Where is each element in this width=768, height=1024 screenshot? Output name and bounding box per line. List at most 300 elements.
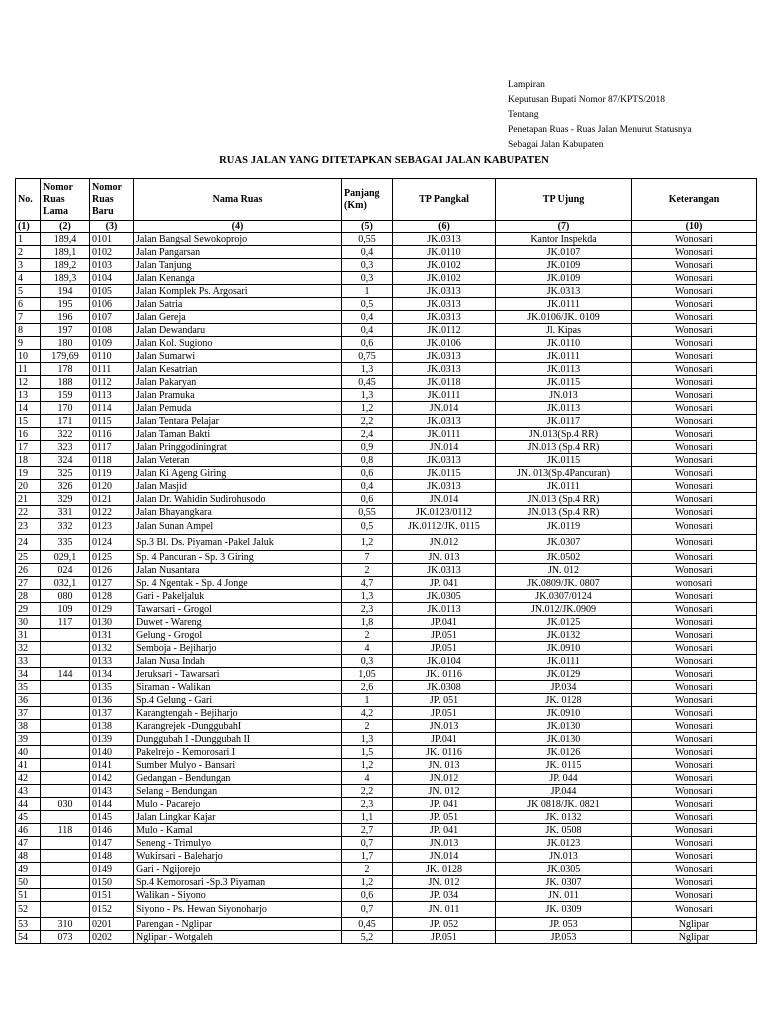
cell-nomor-lama: 179,69 (41, 350, 90, 363)
cell-keterangan: Wonosari (632, 616, 757, 629)
cell-keterangan: Wonosari (632, 837, 757, 850)
header-no: No. (16, 179, 41, 221)
cell-panjang: 0,7 (342, 902, 393, 918)
cell-nomor-lama (41, 707, 90, 720)
cell-nomor-baru: 0108 (90, 324, 134, 337)
cell-keterangan: Nglipar (632, 918, 757, 931)
cell-nomor-baru: 0136 (90, 694, 134, 707)
cell-keterangan: Wonosari (632, 824, 757, 837)
cell-tp-ujung: JN.013(Sp.4 RR) (496, 428, 632, 441)
cell-no: 7 (16, 311, 41, 324)
cell-nama-ruas: Sp.3 Bl. Ds. Piyaman -Pakel Jaluk (134, 535, 342, 551)
cell-no: 30 (16, 616, 41, 629)
cell-panjang: 0,45 (342, 376, 393, 389)
cell-tp-pangkal: JP. 051 (393, 811, 496, 824)
table-row (16, 324, 757, 337)
table-row (16, 889, 757, 902)
cell-keterangan: Wonosari (632, 246, 757, 259)
cell-nomor-baru: 0152 (90, 902, 134, 918)
cell-tp-pangkal: JK.0102 (393, 272, 496, 285)
lampiran-line-4: Penetapan Ruas - Ruas Jalan Menurut Statusnya (508, 125, 692, 135)
cell-nama-ruas: Jalan Komplek Ps. Argosari (134, 285, 342, 298)
cell-nomor-baru: 0131 (90, 629, 134, 642)
cell-nomor-lama (41, 811, 90, 824)
cell-nomor-baru: 0104 (90, 272, 134, 285)
cell-nomor-baru: 0116 (90, 428, 134, 441)
cell-nomor-lama (41, 863, 90, 876)
cell-nomor-baru: 0139 (90, 733, 134, 746)
cell-tp-pangkal: JK.0111 (393, 428, 496, 441)
cell-nomor-baru: 0113 (90, 389, 134, 402)
cell-nomor-baru: 0147 (90, 837, 134, 850)
cell-tp-pangkal: JN. 012 (393, 876, 496, 889)
cell-tp-pangkal: JK.0313 (393, 363, 496, 376)
cell-panjang: 4 (342, 772, 393, 785)
cell-keterangan: Wonosari (632, 506, 757, 519)
cell-tp-pangkal: JK.0308 (393, 681, 496, 694)
cell-panjang: 0,8 (342, 454, 393, 467)
cell-nama-ruas: Selang - Bendungan (134, 785, 342, 798)
cell-panjang: 2,4 (342, 428, 393, 441)
cell-nomor-baru: 0101 (90, 233, 134, 246)
table-row (16, 590, 757, 603)
cell-tp-pangkal: JK.0313 (393, 415, 496, 428)
cell-tp-pangkal: JP.051 (393, 707, 496, 720)
cell-nama-ruas: Semboja - Bejiharjo (134, 642, 342, 655)
cell-nomor-baru: 0149 (90, 863, 134, 876)
cell-keterangan: Wonosari (632, 863, 757, 876)
cell-tp-ujung: JP.053 (496, 931, 632, 944)
cell-no: 27 (16, 577, 41, 590)
cell-nama-ruas: Jalan Sumarwi (134, 350, 342, 363)
cell-tp-ujung: JK.0125 (496, 616, 632, 629)
cell-nomor-lama (41, 772, 90, 785)
cell-nomor-baru: 0126 (90, 564, 134, 577)
cell-no: 10 (16, 350, 41, 363)
cell-nama-ruas: Jalan Kenanga (134, 272, 342, 285)
cell-nama-ruas: Jalan Sunan Ampel (134, 519, 342, 535)
table-row (16, 535, 757, 551)
cell-nomor-baru: 0127 (90, 577, 134, 590)
cell-nama-ruas: Jalan Pangarsan (134, 246, 342, 259)
cell-no: 37 (16, 707, 41, 720)
cell-nomor-baru: 0151 (90, 889, 134, 902)
cell-no: 45 (16, 811, 41, 824)
table-row (16, 363, 757, 376)
cell-tp-pangkal: JN. 013 (393, 551, 496, 564)
table-row (16, 772, 757, 785)
cell-nomor-lama: 189,2 (41, 259, 90, 272)
cell-keterangan: Wonosari (632, 876, 757, 889)
cell-no: 35 (16, 681, 41, 694)
cell-tp-pangkal: JK. 0116 (393, 746, 496, 759)
cell-panjang: 1,2 (342, 402, 393, 415)
cell-keterangan: Wonosari (632, 733, 757, 746)
cell-tp-pangkal: JP. 041 (393, 798, 496, 811)
cell-panjang: 0,45 (342, 918, 393, 931)
cell-nama-ruas: Mulo - Pacarejo (134, 798, 342, 811)
header-row (16, 179, 757, 221)
table-row (16, 415, 757, 428)
cell-tp-ujung: JK.0115 (496, 454, 632, 467)
cell-no: 50 (16, 876, 41, 889)
table-row (16, 389, 757, 402)
cell-keterangan: Wonosari (632, 428, 757, 441)
cell-panjang: 1,2 (342, 876, 393, 889)
table-row (16, 298, 757, 311)
cell-nama-ruas: Jalan Bangsal Sewokoprojo (134, 233, 342, 246)
cell-nomor-baru: 0135 (90, 681, 134, 694)
cell-no: 28 (16, 590, 41, 603)
cell-keterangan: Wonosari (632, 551, 757, 564)
cell-tp-ujung: JK.0111 (496, 655, 632, 668)
cell-no: 36 (16, 694, 41, 707)
cell-nomor-lama: 322 (41, 428, 90, 441)
cell-tp-ujung: JK.0313 (496, 285, 632, 298)
cell-tp-pangkal: JN.014 (393, 850, 496, 863)
cell-no: 54 (16, 931, 41, 944)
cell-nomor-lama (41, 655, 90, 668)
cell-tp-pangkal: JN.012 (393, 772, 496, 785)
cell-keterangan: Wonosari (632, 376, 757, 389)
cell-keterangan: Wonosari (632, 707, 757, 720)
cell-no: 15 (16, 415, 41, 428)
cell-keterangan: Wonosari (632, 642, 757, 655)
cell-tp-ujung: JK 0818/JK. 0821 (496, 798, 632, 811)
cell-no: 21 (16, 493, 41, 506)
cell-keterangan: Wonosari (632, 694, 757, 707)
cell-tp-pangkal: JP. 051 (393, 694, 496, 707)
cell-keterangan: Wonosari (632, 337, 757, 350)
cell-nama-ruas: Dunggubah I -Dunggubah II (134, 733, 342, 746)
cell-nama-ruas: Jalan Dr. Wahidin Sudirohusodo (134, 493, 342, 506)
cell-nomor-lama: 080 (41, 590, 90, 603)
cell-no: 33 (16, 655, 41, 668)
header-lama-line-1: Nomor (43, 181, 73, 193)
cell-nomor-baru: 0137 (90, 707, 134, 720)
ruas-jalan-table (15, 178, 757, 944)
cell-no: 31 (16, 629, 41, 642)
cell-tp-ujung: JP.034 (496, 681, 632, 694)
table-row (16, 480, 757, 493)
cell-nama-ruas: Jalan Pakaryan (134, 376, 342, 389)
cell-tp-pangkal: JN.014 (393, 402, 496, 415)
cell-nomor-lama (41, 746, 90, 759)
table-row (16, 655, 757, 668)
cell-nama-ruas: Duwet - Wareng (134, 616, 342, 629)
table-row (16, 668, 757, 681)
cell-nomor-lama: 144 (41, 668, 90, 681)
cell-no: 6 (16, 298, 41, 311)
cell-nomor-baru: 0119 (90, 467, 134, 480)
cell-tp-pangkal: JK.0112 (393, 324, 496, 337)
table-row (16, 577, 757, 590)
cell-panjang: 2,6 (342, 681, 393, 694)
cell-tp-ujung: JK.0111 (496, 298, 632, 311)
cell-tp-ujung: JK.0107 (496, 246, 632, 259)
cell-panjang: 0,9 (342, 441, 393, 454)
cell-panjang: 0,4 (342, 246, 393, 259)
cell-tp-pangkal: JP. 034 (393, 889, 496, 902)
cell-nama-ruas: Jalan Veteran (134, 454, 342, 467)
index-cell: (2) (41, 221, 90, 233)
cell-tp-pangkal: JK. 0128 (393, 863, 496, 876)
cell-keterangan: Wonosari (632, 759, 757, 772)
cell-tp-pangkal: JN. 011 (393, 902, 496, 918)
cell-no: 42 (16, 772, 41, 785)
cell-nomor-baru: 0145 (90, 811, 134, 824)
cell-panjang: 2 (342, 629, 393, 642)
cell-no: 8 (16, 324, 41, 337)
table-row (16, 428, 757, 441)
cell-keterangan: Wonosari (632, 603, 757, 616)
cell-tp-pangkal: JK.0118 (393, 376, 496, 389)
cell-panjang: 0,55 (342, 233, 393, 246)
table-row (16, 707, 757, 720)
cell-keterangan: Wonosari (632, 480, 757, 493)
cell-keterangan: Wonosari (632, 324, 757, 337)
cell-nama-ruas: Sp.4 Kemorosari -Sp.3 Piyaman (134, 876, 342, 889)
cell-panjang: 1,05 (342, 668, 393, 681)
table-row (16, 918, 757, 931)
cell-nama-ruas: Jalan Nusa Indah (134, 655, 342, 668)
table-row (16, 931, 757, 944)
cell-keterangan: Nglipar (632, 931, 757, 944)
cell-tp-ujung: JK.0305 (496, 863, 632, 876)
cell-tp-pangkal: JK.0313 (393, 298, 496, 311)
table-row (16, 233, 757, 246)
header-nomor-ruas-lama (41, 179, 90, 221)
cell-tp-pangkal: JP.041 (393, 733, 496, 746)
cell-nama-ruas: Wukirsari - Baleharjo (134, 850, 342, 863)
table-row (16, 694, 757, 707)
cell-tp-pangkal: JK.0313 (393, 285, 496, 298)
cell-nomor-lama (41, 850, 90, 863)
cell-tp-ujung: JK.0123 (496, 837, 632, 850)
cell-tp-ujung: JK.0111 (496, 480, 632, 493)
cell-nomor-lama: 324 (41, 454, 90, 467)
cell-nomor-lama (41, 889, 90, 902)
header-keterangan: Keterangan (632, 179, 757, 221)
cell-no: 9 (16, 337, 41, 350)
cell-tp-pangkal: JK.0313 (393, 454, 496, 467)
cell-nomor-lama: 178 (41, 363, 90, 376)
table-row (16, 746, 757, 759)
cell-nomor-baru: 0202 (90, 931, 134, 944)
cell-no: 1 (16, 233, 41, 246)
index-cell: (1) (16, 221, 41, 233)
cell-keterangan: Wonosari (632, 811, 757, 824)
cell-tp-ujung: JK.0119 (496, 519, 632, 535)
cell-nomor-lama: 197 (41, 324, 90, 337)
cell-keterangan: Wonosari (632, 772, 757, 785)
cell-tp-pangkal: JK.0123/0112 (393, 506, 496, 519)
lampiran-block (508, 78, 758, 153)
cell-nomor-baru: 0102 (90, 246, 134, 259)
cell-keterangan: Wonosari (632, 493, 757, 506)
cell-nomor-baru: 0142 (90, 772, 134, 785)
table-row (16, 376, 757, 389)
lampiran-line-1: Lampiran (508, 80, 545, 90)
cell-panjang: 1,3 (342, 389, 393, 402)
cell-nomor-baru: 0130 (90, 616, 134, 629)
table-row (16, 798, 757, 811)
cell-tp-ujung: JK.0109 (496, 272, 632, 285)
cell-nomor-lama: 073 (41, 931, 90, 944)
header-tp-ujung: TP Ujung (496, 179, 632, 221)
cell-no: 46 (16, 824, 41, 837)
cell-tp-ujung: JP. 044 (496, 772, 632, 785)
header-panjang (342, 179, 393, 221)
cell-panjang: 0,6 (342, 889, 393, 902)
cell-nomor-baru: 0122 (90, 506, 134, 519)
cell-tp-ujung: JK.0117 (496, 415, 632, 428)
table-row (16, 506, 757, 519)
table-row (16, 454, 757, 467)
cell-nama-ruas: Jalan Kesatrian (134, 363, 342, 376)
cell-nomor-baru: 0106 (90, 298, 134, 311)
cell-tp-pangkal: JK.0313 (393, 233, 496, 246)
cell-keterangan: Wonosari (632, 350, 757, 363)
cell-tp-pangkal: JP.041 (393, 616, 496, 629)
cell-tp-ujung: JN. 011 (496, 889, 632, 902)
cell-no: 19 (16, 467, 41, 480)
cell-nomor-baru: 0109 (90, 337, 134, 350)
cell-tp-ujung: JK.0110 (496, 337, 632, 350)
cell-nomor-lama: 024 (41, 564, 90, 577)
cell-panjang: 2,2 (342, 415, 393, 428)
cell-nama-ruas: Tawarsari - Grogol (134, 603, 342, 616)
cell-panjang: 2,3 (342, 798, 393, 811)
cell-panjang: 1 (342, 694, 393, 707)
cell-no: 26 (16, 564, 41, 577)
cell-no: 52 (16, 902, 41, 918)
cell-panjang: 1,7 (342, 850, 393, 863)
table-row (16, 733, 757, 746)
cell-tp-pangkal: JP.051 (393, 931, 496, 944)
header-panjang-line-2: (Km) (344, 199, 367, 211)
cell-panjang: 2,3 (342, 603, 393, 616)
cell-nomor-lama: 310 (41, 918, 90, 931)
cell-tp-ujung: JK. 0307 (496, 876, 632, 889)
cell-tp-pangkal: JN.014 (393, 493, 496, 506)
cell-nomor-baru: 0132 (90, 642, 134, 655)
cell-keterangan: Wonosari (632, 798, 757, 811)
cell-keterangan: Wonosari (632, 298, 757, 311)
cell-keterangan: Wonosari (632, 655, 757, 668)
cell-no: 4 (16, 272, 41, 285)
cell-tp-pangkal: JK.0313 (393, 480, 496, 493)
cell-tp-ujung: JN.013 (Sp.4 RR) (496, 506, 632, 519)
table-row (16, 402, 757, 415)
cell-nama-ruas: Nglipar - Wotgaleh (134, 931, 342, 944)
table-row (16, 493, 757, 506)
cell-nama-ruas: Jalan Bhayangkara (134, 506, 342, 519)
cell-tp-pangkal: JK.0104 (393, 655, 496, 668)
cell-nama-ruas: Siraman - Walikan (134, 681, 342, 694)
cell-panjang: 1,3 (342, 590, 393, 603)
cell-no: 51 (16, 889, 41, 902)
cell-nomor-lama: 180 (41, 337, 90, 350)
cell-panjang: 1,1 (342, 811, 393, 824)
cell-nomor-lama (41, 642, 90, 655)
cell-panjang: 0,5 (342, 519, 393, 535)
cell-keterangan: Wonosari (632, 233, 757, 246)
cell-tp-ujung: JK.0129 (496, 668, 632, 681)
cell-no: 24 (16, 535, 41, 551)
cell-nomor-lama: 170 (41, 402, 90, 415)
table-row (16, 720, 757, 733)
table-row (16, 902, 757, 918)
cell-nomor-lama: 171 (41, 415, 90, 428)
cell-no: 3 (16, 259, 41, 272)
cell-keterangan: wonosari (632, 577, 757, 590)
cell-no: 40 (16, 746, 41, 759)
cell-keterangan: Wonosari (632, 850, 757, 863)
cell-tp-pangkal: JK.0305 (393, 590, 496, 603)
table-row (16, 681, 757, 694)
cell-tp-pangkal: JK.0313 (393, 564, 496, 577)
cell-nomor-baru: 0124 (90, 535, 134, 551)
cell-nama-ruas: Jalan Ki Ageng Giring (134, 467, 342, 480)
cell-keterangan: Wonosari (632, 259, 757, 272)
cell-panjang: 1,2 (342, 535, 393, 551)
cell-panjang: 0,6 (342, 493, 393, 506)
cell-tp-ujung: JK.0307 (496, 535, 632, 551)
cell-panjang: 1,3 (342, 363, 393, 376)
cell-nomor-baru: 0115 (90, 415, 134, 428)
header-nomor-ruas-baru (90, 179, 134, 221)
cell-tp-ujung: JK.0809/JK. 0807 (496, 577, 632, 590)
cell-nomor-lama (41, 837, 90, 850)
cell-panjang: 4 (342, 642, 393, 655)
header-baru-line-3: Baru (92, 205, 114, 217)
cell-tp-ujung: JK.0132 (496, 629, 632, 642)
cell-no: 39 (16, 733, 41, 746)
cell-nomor-lama (41, 876, 90, 889)
cell-nomor-lama: 331 (41, 506, 90, 519)
cell-tp-ujung: JN. 012 (496, 564, 632, 577)
cell-nomor-baru: 0146 (90, 824, 134, 837)
cell-tp-ujung: JK.0109 (496, 259, 632, 272)
cell-nomor-lama: 195 (41, 298, 90, 311)
table-row (16, 311, 757, 324)
cell-nomor-baru: 0112 (90, 376, 134, 389)
table-row (16, 246, 757, 259)
cell-nama-ruas: Jalan Satria (134, 298, 342, 311)
table-row (16, 337, 757, 350)
cell-nama-ruas: Jalan Tentara Pelajar (134, 415, 342, 428)
cell-tp-pangkal: JN. 012 (393, 785, 496, 798)
table-row (16, 811, 757, 824)
cell-nomor-baru: 0141 (90, 759, 134, 772)
cell-nomor-lama: 332 (41, 519, 90, 535)
cell-tp-pangkal: JP.051 (393, 629, 496, 642)
cell-nomor-baru: 0110 (90, 350, 134, 363)
cell-panjang: 1,2 (342, 759, 393, 772)
cell-nomor-baru: 0129 (90, 603, 134, 616)
cell-tp-pangkal: JK.0102 (393, 259, 496, 272)
cell-nama-ruas: Gelung - Grogol (134, 629, 342, 642)
cell-panjang: 0,3 (342, 259, 393, 272)
cell-nama-ruas: Jalan Gereja (134, 311, 342, 324)
cell-nomor-baru: 0148 (90, 850, 134, 863)
cell-no: 14 (16, 402, 41, 415)
table-body (16, 233, 757, 944)
cell-nama-ruas: Walikan - Siyono (134, 889, 342, 902)
document-title: RUAS JALAN YANG DITETAPKAN SEBAGAI JALAN KABUPATEN (219, 155, 549, 166)
cell-nomor-lama: 030 (41, 798, 90, 811)
